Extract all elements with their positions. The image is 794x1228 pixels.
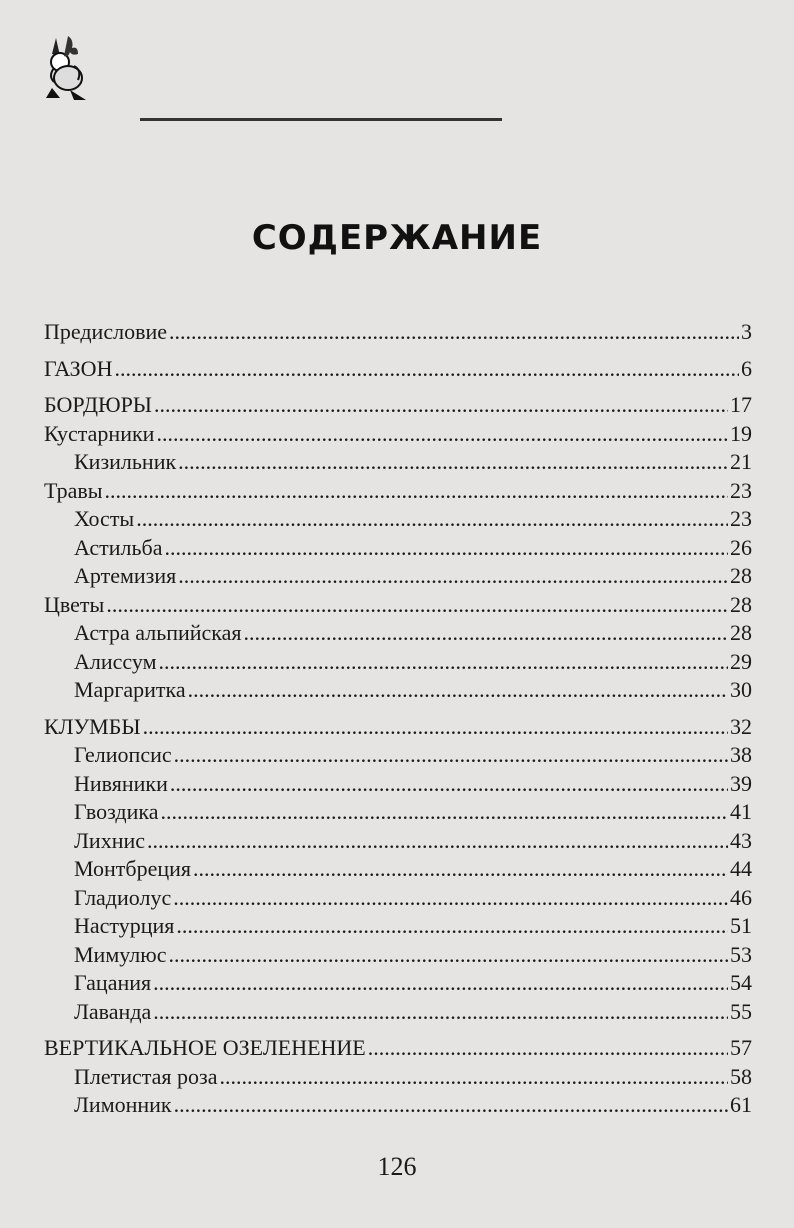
dot-leader [368,1034,728,1063]
toc-entry-label: Астра альпийская [74,620,242,645]
toc-entry-page: 61 [730,1092,752,1117]
toc-entry-label: Лаванда [74,998,152,1024]
toc-entry-page: 57 [730,1035,752,1060]
toc-entry-page: 54 [730,970,752,995]
toc-entry [44,998,752,1027]
dot-leader [147,827,728,856]
dot-leader [106,591,728,620]
toc-entry-page: 44 [730,856,752,881]
toc-entry-label: Гладиолус [74,884,172,910]
toc-entry-label: Лимонник [74,1092,172,1117]
toc-entry-page: 28 [730,563,752,588]
dot-leader [153,969,728,998]
toc-entry-label: Кизильник [74,449,177,474]
toc-entry-label: Травы [44,477,103,503]
dot-leader [161,798,729,827]
toc-entry-page: 32 [730,713,752,739]
toc-entry [44,770,752,799]
dot-leader [178,448,728,477]
page-number: 126 [377,1152,417,1181]
toc-entry-page: 53 [730,941,752,967]
dot-leader [174,1091,728,1120]
toc-entry-label: Гацания [74,970,152,995]
toc-entry-page: 17 [730,392,752,417]
dot-leader [188,676,728,705]
toc-entry-page: 30 [730,677,752,702]
toc-entry-page: 26 [730,534,752,560]
toc-entry [44,1091,752,1120]
toc-entry-label: Предисловие [44,319,167,344]
toc-entry-label: БОРДЮРЫ [44,392,152,417]
dot-leader [169,318,739,347]
toc-entry [44,534,752,563]
toc-entry-label: Артемизия [74,563,177,588]
toc-entry-page: 55 [730,998,752,1024]
dot-leader [168,941,728,970]
toc-entry-page: 21 [730,449,752,474]
toc-entry [44,448,752,477]
toc-entry-page: 23 [730,477,752,503]
dot-leader [176,912,728,941]
dot-leader [114,355,739,384]
toc-entry-page: 23 [730,506,752,531]
toc-entry-label: Алиссум [74,648,157,674]
toc-entry [44,941,752,970]
toc-entry-label: Гелиопсис [74,742,172,767]
gnome-illustration-icon [40,32,92,102]
dot-leader [153,998,728,1027]
toc-entry [44,355,752,384]
toc-entry [44,420,752,449]
toc-entry-label: Гвоздика [74,799,159,824]
toc-entry-page: 29 [730,648,752,674]
dot-leader [154,391,728,420]
toc-entry [44,591,752,620]
toc-entry-label: Плетистая роза [74,1063,218,1089]
page-title: СОДЕРЖАНИЕ [251,218,543,258]
toc-entry [44,1063,752,1092]
toc-entry-label: КЛУМБЫ [44,713,141,739]
dot-leader [143,713,728,742]
dot-leader [156,420,728,449]
toc-entry-label: Лихнис [74,827,146,853]
toc-entry [44,713,752,742]
toc-entry [44,1034,752,1063]
dot-leader [170,770,728,799]
toc-entry-label: Настурция [74,913,175,938]
toc-entry-page: 39 [730,770,752,796]
table-of-contents [44,318,752,1120]
toc-entry [44,562,752,591]
dot-leader [174,741,728,770]
toc-entry-label: ВЕРТИКАЛЬНОЕ ОЗЕЛЕНЕНИЕ [44,1035,366,1060]
toc-entry [44,912,752,941]
toc-entry [44,318,752,347]
toc-entry-page: 6 [741,355,752,381]
dot-leader [105,477,728,506]
toc-entry [44,827,752,856]
toc-entry-label: Астильба [74,534,163,560]
toc-entry [44,648,752,677]
toc-entry [44,619,752,648]
header-rule [140,118,502,121]
toc-entry [44,798,752,827]
toc-entry [44,741,752,770]
dot-leader [159,648,728,677]
toc-entry [44,676,752,705]
toc-entry-label: Кустарники [44,420,155,446]
toc-entry-page: 51 [730,913,752,938]
toc-entry [44,477,752,506]
toc-entry-page: 28 [730,591,752,617]
dot-leader [164,534,728,563]
toc-entry-page: 3 [741,319,752,344]
dot-leader [173,884,728,913]
toc-entry-label: Маргаритка [74,677,186,702]
toc-entry-page: 38 [730,742,752,767]
dot-leader [244,619,728,648]
toc-entry-page: 43 [730,827,752,853]
dot-leader [136,505,728,534]
toc-entry-page: 46 [730,884,752,910]
toc-entry-label: Монтбреция [74,856,192,881]
toc-entry [44,391,752,420]
dot-leader [178,562,728,591]
toc-entry-page: 58 [730,1063,752,1089]
toc-entry [44,505,752,534]
toc-entry [44,855,752,884]
toc-entry [44,969,752,998]
toc-entry-label: ГАЗОН [44,355,113,381]
toc-entry [44,884,752,913]
toc-entry-label: Цветы [44,591,105,617]
toc-entry-page: 19 [730,420,752,446]
toc-entry-label: Нивяники [74,770,168,796]
dot-leader [193,855,728,884]
toc-entry-label: Хосты [74,506,135,531]
toc-entry-page: 41 [730,799,752,824]
toc-entry-label: Мимулюс [74,941,167,967]
dot-leader [220,1063,728,1092]
toc-entry-page: 28 [730,620,752,645]
